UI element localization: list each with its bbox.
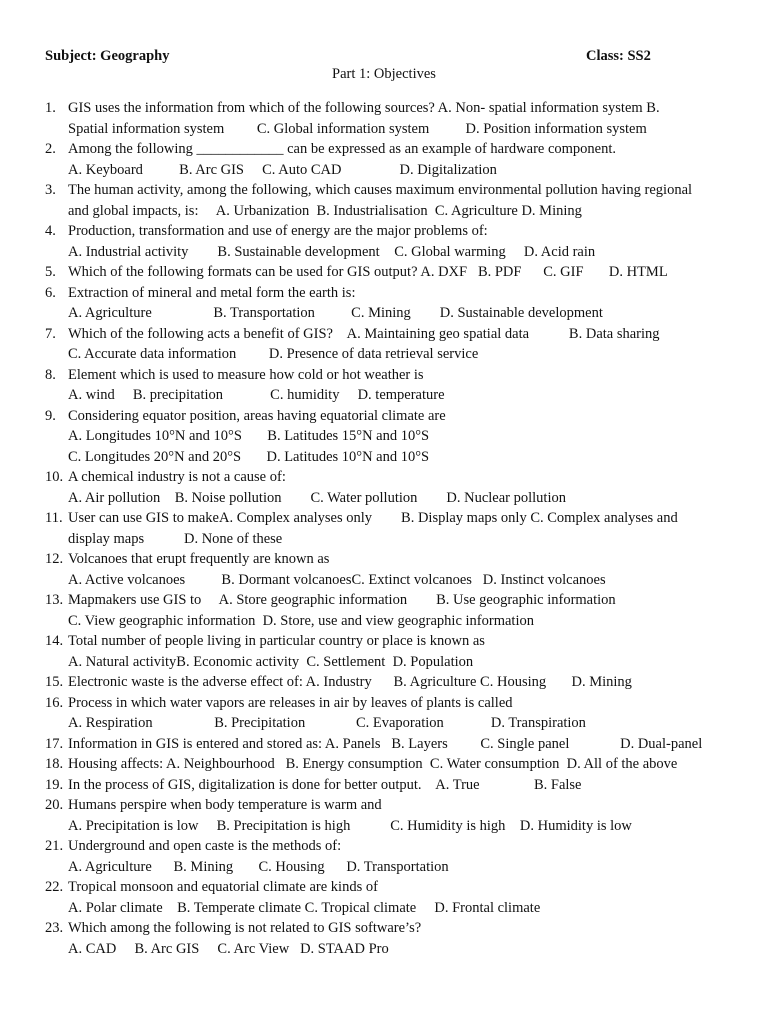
question-item <box>45 508 745 549</box>
question-item <box>45 877 745 918</box>
question-text-line: Which among the following is not related to GIS software’s? <box>68 920 422 936</box>
question-text-line: A. wind B. precipitation C. humidity D. temperature <box>68 387 445 403</box>
question-number: 20. <box>45 797 64 813</box>
question-text-line: Which of the following acts a benefit of GIS? A. Maintaining geo spatial data B. Data sharing <box>68 325 660 342</box>
question-number: 15. <box>45 674 64 690</box>
question-text-line: C. Longitudes 20°N and 20°S D. Latitudes 10°N and 10°S <box>68 448 430 465</box>
question-item <box>45 754 745 775</box>
question-item <box>45 180 745 221</box>
question-number: 21. <box>45 838 64 854</box>
question-text-line: Among the following ____________ can be expressed as an example of hardware component. <box>68 141 617 157</box>
question-text-line: Production, transformation and use of energy are the major problems of: <box>68 223 488 239</box>
question-number: 1. <box>45 100 56 116</box>
question-text-line: GIS uses the information from which of the following sources? A. Non- spatial information system B. <box>68 100 660 116</box>
question-item <box>45 365 745 406</box>
question-text-line: A. Active volcanoes B. Dormant volcanoesC. Extinct volcanoes D. Instinct volcanoes <box>68 571 606 588</box>
question-item <box>45 283 745 324</box>
question-text-line: A. Natural activityB. Economic activity C. Settlement D. Population <box>68 653 474 670</box>
question-text-line: Housing affects: A. Neighbourhood B. Energy consumption C. Water consumption D. All of the above <box>68 756 678 772</box>
question-item <box>45 406 745 468</box>
question-number: 10. <box>45 469 64 485</box>
question-number: 17. <box>45 735 64 752</box>
question-text-line: Considering equator position, areas having equatorial climate are <box>68 407 446 424</box>
question-item <box>45 549 745 590</box>
question-text-line: Electronic waste is the adverse effect of: A. Industry B. Agriculture C. Housing D. Mining <box>68 674 632 690</box>
question-text-line: Element which is used to measure how cold or hot weather is <box>68 366 424 383</box>
question-text-line: and global impacts, is: A. Urbanization B. Industrialisation C. Agriculture D. Mining <box>68 202 582 219</box>
question-number: 22. <box>45 879 64 895</box>
question-number: 12. <box>45 551 64 567</box>
question-text-line: In the process of GIS, digitalization is done for better output. A. True B. False <box>68 776 582 793</box>
question-text-line: Extraction of mineral and metal form the earth is: <box>68 284 356 301</box>
question-number: 14. <box>45 633 64 649</box>
question-text-line: Tropical monsoon and equatorial climate are kinds of <box>68 879 378 895</box>
question-number: 13. <box>45 592 64 608</box>
question-text-line: User can use GIS to makeA. Complex analyses only B. Display maps only C. Complex analyses and <box>68 510 678 526</box>
question-item <box>45 795 745 836</box>
question-item <box>45 467 745 508</box>
question-text-line: A. Agriculture B. Transportation C. Mining D. Sustainable development <box>68 305 603 321</box>
question-item <box>45 836 745 877</box>
question-text-line: A. Longitudes 10°N and 10°S B. Latitudes 15°N and 10°S <box>68 428 430 444</box>
question-number: 6. <box>45 284 56 301</box>
subject-heading: Subject: Geography <box>45 48 170 64</box>
question-item <box>45 590 745 631</box>
question-item <box>45 139 745 180</box>
question-number: 18. <box>45 756 64 772</box>
question-item <box>45 734 745 755</box>
question-item <box>45 693 745 734</box>
question-text-line: Information in GIS is entered and stored as: A. Panels B. Layers C. Single panel D. Dual-panel <box>68 735 703 752</box>
question-text-line: Spatial information system C. Global information system D. Position information system <box>68 120 647 137</box>
question-text-line: C. View geographic information D. Store, use and view geographic information <box>68 612 534 629</box>
question-text-line: Process in which water vapors are releases in air by leaves of plants is called <box>68 694 513 711</box>
part-title: Part 1: Objectives <box>332 66 436 82</box>
question-text-line: The human activity, among the following, which causes maximum environmental pollution having regional <box>68 182 693 198</box>
question-text-line: display maps D. None of these <box>68 530 283 547</box>
question-text-line: C. Accurate data information D. Presence of data retrieval service <box>68 346 479 362</box>
question-text-line: Mapmakers use GIS to A. Store geographic information B. Use geographic information <box>68 592 616 608</box>
question-item <box>45 324 745 365</box>
question-item <box>45 262 745 283</box>
question-list <box>45 98 745 959</box>
question-number: 16. <box>45 694 64 711</box>
question-item <box>45 672 745 693</box>
question-item <box>45 918 745 959</box>
question-item <box>45 631 745 672</box>
class-heading: Class: SS2 <box>586 48 651 64</box>
question-text-line: Underground and open caste is the methods of: <box>68 838 342 854</box>
question-text-line: Volcanoes that erupt frequently are known as <box>68 551 330 567</box>
question-text-line: A. Air pollution B. Noise pollution C. Water pollution D. Nuclear pollution <box>68 489 566 506</box>
question-text-line: A. Respiration B. Precipitation C. Evaporation D. Transpiration <box>68 715 586 731</box>
question-text-line: A. Industrial activity B. Sustainable development C. Global warming D. Acid rain <box>68 243 596 260</box>
question-text-line: A. Agriculture B. Mining C. Housing D. Transportation <box>68 858 449 875</box>
question-number: 9. <box>45 407 56 424</box>
question-number: 19. <box>45 776 64 793</box>
question-text-line: Humans perspire when body temperature is warm and <box>68 797 382 813</box>
question-text-line: A. Precipitation is low B. Precipitation is high C. Humidity is high D. Humidity is low <box>68 817 632 834</box>
question-number: 8. <box>45 366 56 383</box>
question-text-line: Total number of people living in particular country or place is known as <box>68 633 485 649</box>
question-text-line: Which of the following formats can be used for GIS output? A. DXF B. PDF C. GIF D. HTML <box>68 264 668 280</box>
question-number: 11. <box>45 510 63 526</box>
question-text-line: A. CAD B. Arc GIS C. Arc View D. STAAD Pro <box>68 940 389 957</box>
question-item <box>45 775 745 796</box>
question-number: 2. <box>45 141 56 157</box>
question-item <box>45 98 745 139</box>
question-text-line: A chemical industry is not a cause of: <box>68 469 286 485</box>
question-number: 3. <box>45 182 56 198</box>
question-number: 4. <box>45 223 56 239</box>
question-text-line: A. Polar climate B. Temperate climate C. Tropical climate D. Frontal climate <box>68 899 541 916</box>
question-number: 7. <box>45 325 56 342</box>
question-number: 5. <box>45 264 56 280</box>
question-number: 23. <box>45 920 64 936</box>
question-text-line: A. Keyboard B. Arc GIS C. Auto CAD D. Digitalization <box>68 161 497 178</box>
question-item <box>45 221 745 262</box>
